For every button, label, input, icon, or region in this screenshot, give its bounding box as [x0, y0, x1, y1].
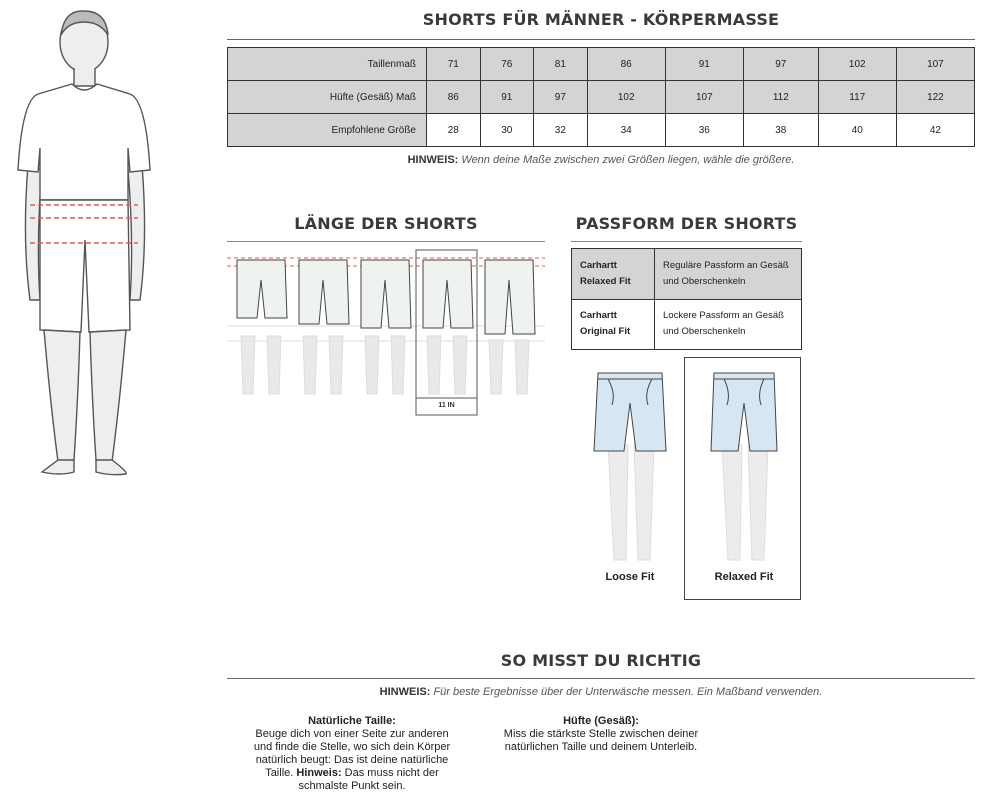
hip-text-line: natürlichen Taille und deinem Unterleib. [504, 741, 698, 753]
table-cell: 81 [534, 48, 588, 81]
table-cell: 86 [427, 81, 481, 114]
fit-desc: und Oberschenkeln [663, 326, 746, 338]
fit-name-cell [572, 299, 655, 350]
table-cell: 34 [587, 114, 665, 147]
table-cell: 112 [743, 81, 818, 114]
waist-instructions [227, 715, 477, 793]
waist-text-line: natürlich beugt: Das ist deine natürliche [255, 754, 449, 766]
table-cell: 28 [427, 114, 481, 147]
table-cell: 107 [665, 81, 743, 114]
waist-text-line: Beuge dich von einer Seite zur anderen [255, 728, 449, 740]
table-row [572, 299, 802, 350]
table-cell: 76 [480, 48, 534, 81]
waist-text-line: schmalste Punkt sein. [298, 780, 406, 792]
note-label: HINWEIS: [379, 686, 431, 698]
table-cell: 40 [818, 114, 896, 147]
fit-desc: und Oberschenkeln [663, 275, 746, 287]
fit-name: Carhartt [580, 259, 617, 271]
fit-table [571, 248, 802, 350]
waist-text-line: Taille. Hinweis: Das muss nicht der [265, 767, 439, 779]
table-cell: 102 [587, 81, 665, 114]
size-chart-table [227, 47, 975, 147]
table-row [228, 48, 975, 81]
table-cell: 97 [743, 48, 818, 81]
shorts-length-illustration [227, 246, 547, 418]
table-cell: 71 [427, 48, 481, 81]
table-cell: 30 [480, 114, 534, 147]
size-chart-note [227, 154, 975, 166]
row-label: Hüfte (Gesäß) Maß [228, 81, 427, 114]
measure-note [227, 686, 975, 698]
fit-desc-cell [655, 299, 802, 350]
fit-desc-cell [655, 249, 802, 300]
row-label: Empfohlene Größe [228, 114, 427, 147]
table-cell: 42 [896, 114, 974, 147]
size-chart-title: SHORTS FÜR MÄNNER - KÖRPERMASSE [422, 10, 780, 29]
relaxed-fit-label: Relaxed Fit [714, 571, 774, 583]
loose-fit-label: Loose Fit [605, 571, 655, 583]
hip-instructions [476, 715, 726, 754]
table-cell: 36 [665, 114, 743, 147]
table-cell: 91 [480, 81, 534, 114]
table-cell: 32 [534, 114, 588, 147]
fit-name: Relaxed Fit [580, 275, 631, 287]
waist-hint-label: Hinweis: [296, 767, 342, 779]
length-title: LÄNGE DER SHORTS [294, 214, 478, 233]
fit-name: Carhartt [580, 310, 617, 322]
hip-text-line: Miss die stärkste Stelle zwischen deiner [503, 728, 699, 740]
length-highlight-label: 11 IN [438, 402, 455, 409]
fit-desc: Reguläre Passform an Gesäß [663, 259, 789, 271]
table-row [228, 114, 975, 147]
measure-title: SO MISST DU RICHTIG [500, 651, 702, 670]
note-label: HINWEIS: [407, 154, 459, 166]
fit-desc: Lockere Passform an Gesäß [663, 310, 784, 322]
fit-name: Original Fit [580, 326, 631, 338]
table-cell: 38 [743, 114, 818, 147]
table-cell: 102 [818, 48, 896, 81]
waist-title: Natürliche Taille: [308, 715, 396, 727]
table-cell: 97 [534, 81, 588, 114]
table-row [228, 81, 975, 114]
table-cell: 86 [587, 48, 665, 81]
note-text: Für beste Ergebnisse über der Unterwäsche messen. Ein Maßband verwenden. [430, 686, 823, 698]
note-text: Wenn deine Maße zwischen zwei Größen liegen, wähle die größere. [458, 154, 795, 166]
table-cell: 117 [818, 81, 896, 114]
row-label: Taillenmaß [228, 48, 427, 81]
table-cell: 107 [896, 48, 974, 81]
waist-text-line: und finde die Stelle, wo sich dein Körper [253, 741, 451, 753]
table-cell: 122 [896, 81, 974, 114]
loose-fit-illustration [580, 365, 680, 570]
body-figure-illustration [0, 0, 170, 480]
table-cell: 91 [665, 48, 743, 81]
figure-shorts [40, 200, 130, 332]
fit-name-cell [572, 249, 655, 300]
table-row [572, 249, 802, 300]
fit-title: PASSFORM DER SHORTS [575, 214, 798, 233]
hip-title: Hüfte (Gesäß): [563, 715, 639, 727]
relaxed-fit-illustration [694, 365, 794, 570]
